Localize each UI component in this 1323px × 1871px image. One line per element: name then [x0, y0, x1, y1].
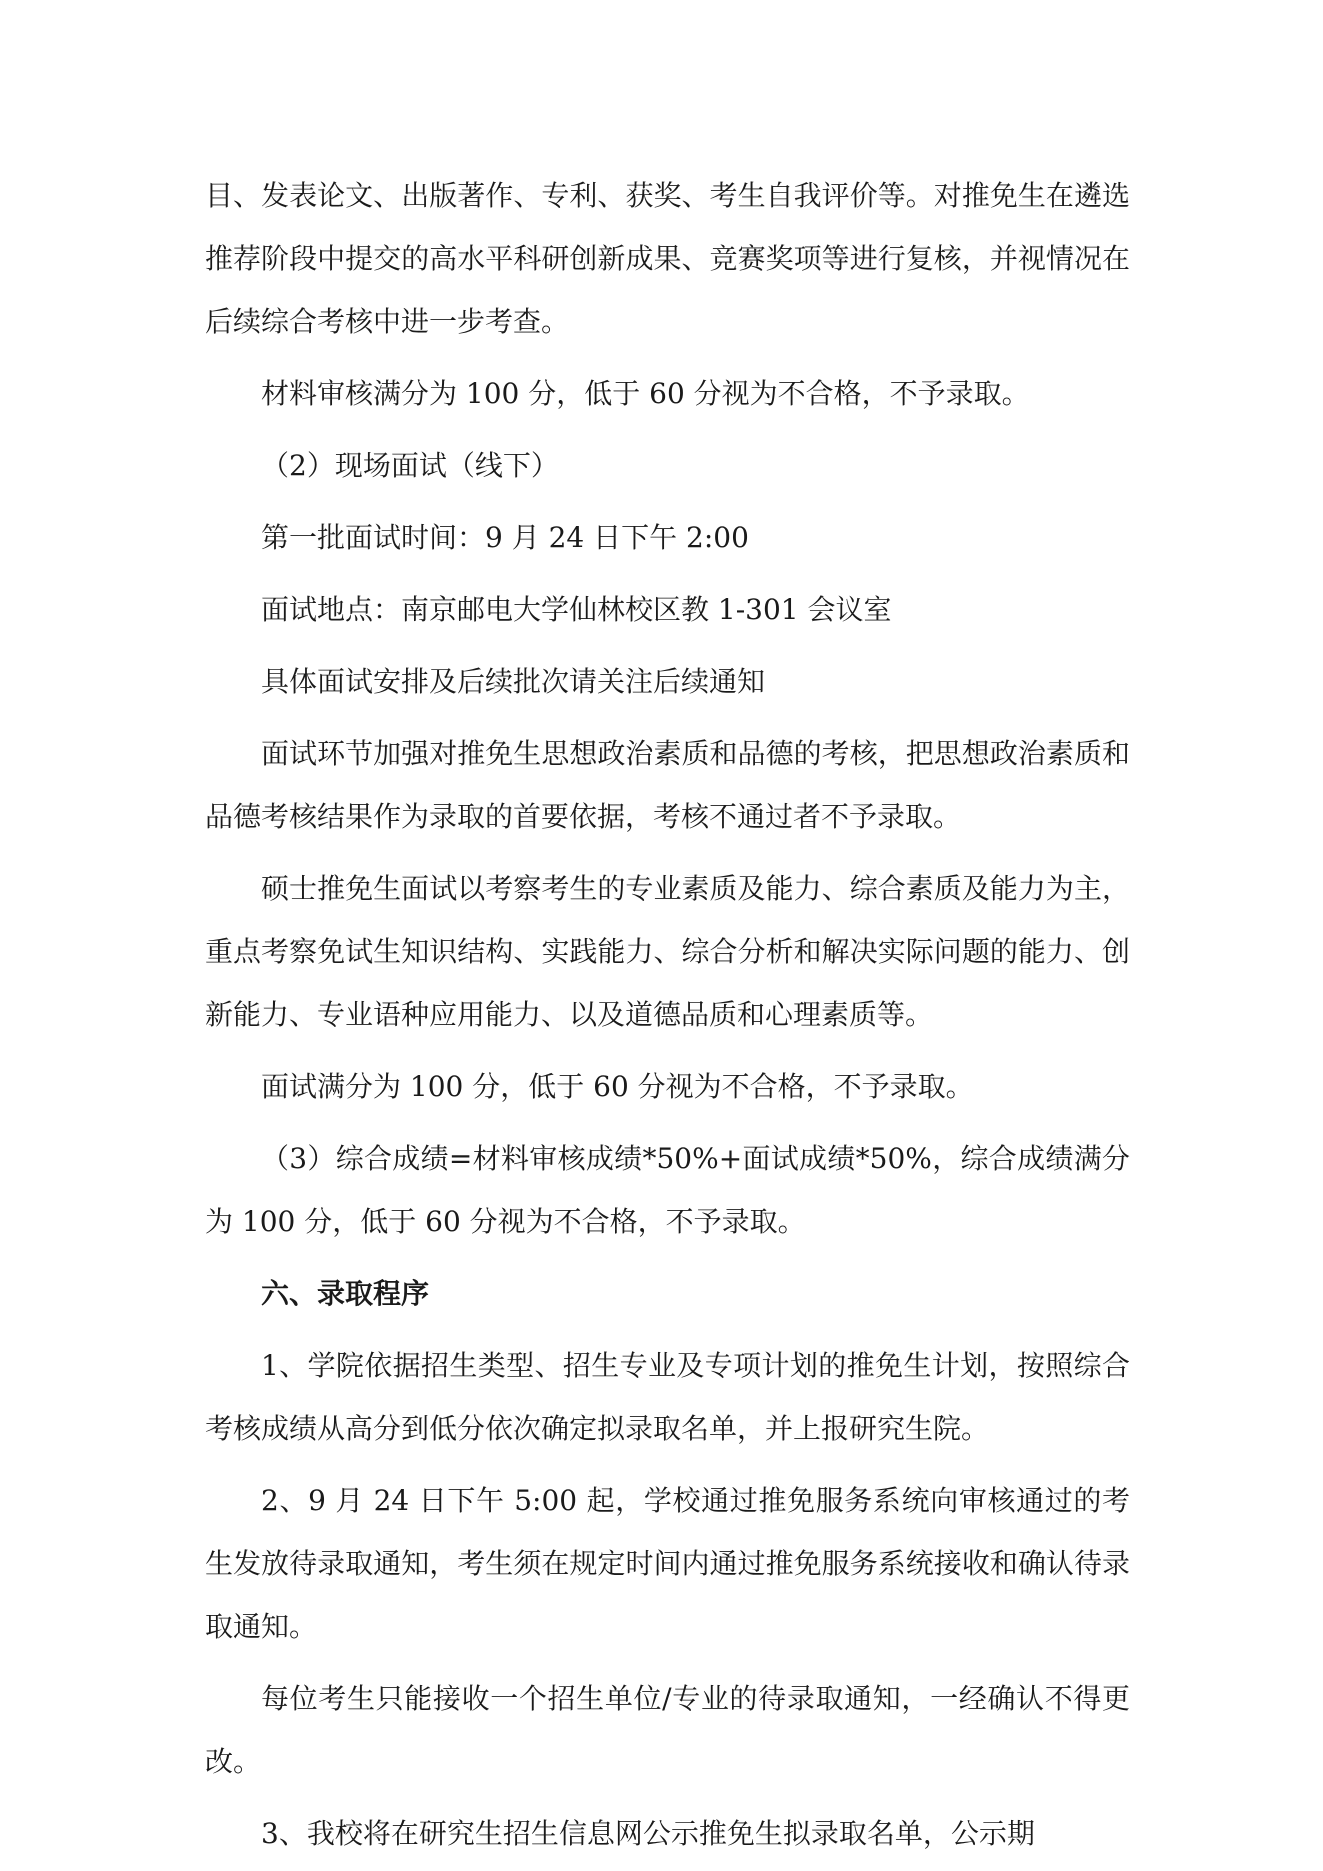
paragraph-materials-score: 材料审核满分为 100 分，低于 60 分视为不合格，不予录取。: [261, 377, 1030, 410]
paragraph-materials-review: 目、发表论文、出版著作、专利、获奖、考生自我评价等。对推免生在遴选推荐阶段中提交的高水平科研创新成果、竞赛奖项等进行复核，并视情况在后续综合考核中进一步考查。: [205, 179, 1130, 338]
paragraph-interview-time: 第一批面试时间：9 月 24 日下午 2:00: [261, 521, 749, 554]
paragraph-interview-notice: 具体面试安排及后续批次请关注后续通知: [261, 665, 766, 698]
paragraph-admission-note: 每位考生只能接收一个招生单位/专业的待录取通知，一经确认不得更改。: [205, 1682, 1130, 1778]
paragraph-admission-step-2: 2、9 月 24 日下午 5:00 起，学校通过推免服务系统向审核通过的考生发放待录取通知，考生须在规定时间内通过推免服务系统接收和确认待录取通知。: [205, 1484, 1130, 1643]
paragraph-interview-content: 硕士推免生面试以考察考生的专业素质及能力、综合素质及能力为主，重点考察免试生知识结构、实践能力、综合分析和解决实际问题的能力、创新能力、专业语种应用能力、以及道德品质和心理素质等。: [205, 872, 1130, 1031]
paragraph-composite-score: （3）综合成绩=材料审核成绩*50%+面试成绩*50%，综合成绩满分为 100 分，低于 60 分视为不合格，不予录取。: [205, 1142, 1130, 1238]
section-heading-admission: 六、录取程序: [261, 1277, 430, 1310]
paragraph-political-assessment: 面试环节加强对推免生思想政治素质和品德的考核，把思想政治素质和品德考核结果作为录取的首要依据，考核不通过者不予录取。: [205, 737, 1130, 833]
document-body: [205, 164, 1130, 1865]
paragraph-admission-step-3: 3、我校将在研究生招生信息网公示推免生拟录取名单，公示期: [261, 1817, 1035, 1850]
paragraph-admission-step-1: 1、学院依据招生类型、招生专业及专项计划的推免生计划，按照综合考核成绩从高分到低分依次确定拟录取名单，并上报研究生院。: [205, 1349, 1130, 1445]
paragraph-interview-heading: （2）现场面试（线下）: [261, 449, 559, 482]
paragraph-interview-score: 面试满分为 100 分，低于 60 分视为不合格，不予录取。: [261, 1070, 974, 1103]
paragraph-interview-location: 面试地点：南京邮电大学仙林校区教 1-301 会议室: [261, 593, 892, 626]
